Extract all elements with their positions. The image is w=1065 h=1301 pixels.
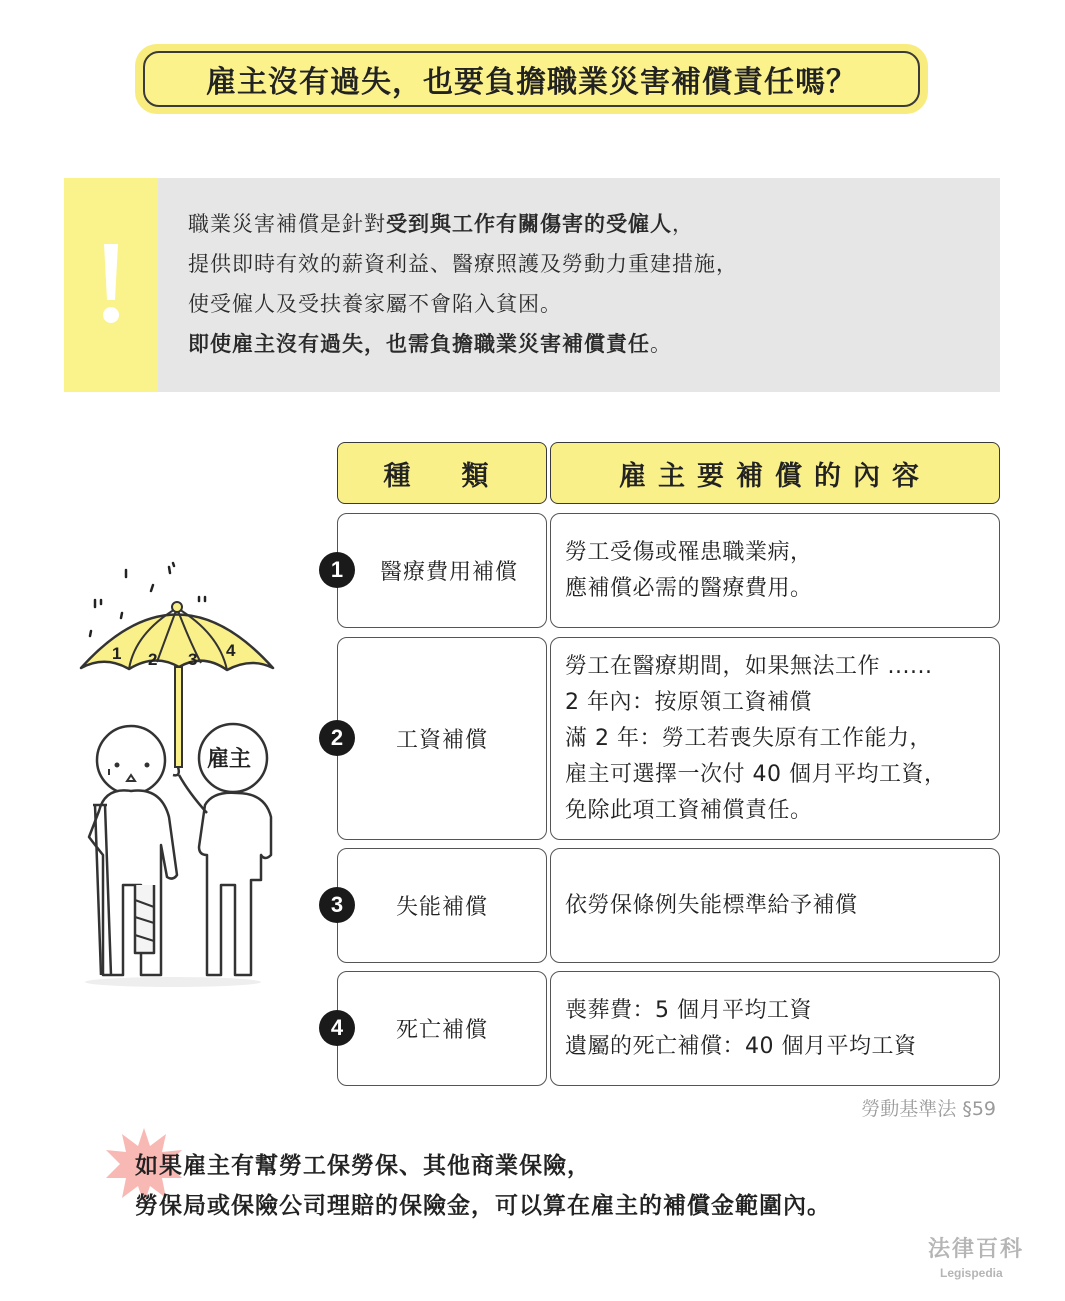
content-line: 遺屬的死亡補償：40 個月平均工資 bbox=[565, 1033, 917, 1059]
employer-label: 雇主 bbox=[207, 747, 252, 772]
row-number-badge-4: 4 bbox=[319, 1010, 355, 1046]
worker-figure bbox=[89, 726, 177, 975]
page-title: 雇主沒有過失，也要負擔職業災害補償責任嗎？ bbox=[143, 51, 920, 107]
footnote bbox=[135, 1146, 1015, 1226]
footnote-line-2: 勞保局或保險公司理賠的保險金，可以算在雇主的補償金範圍內。 bbox=[135, 1193, 831, 1219]
content-line: 2 年內：按原領工資補償 bbox=[565, 689, 812, 715]
law-reference: 勞動基準法 §59 bbox=[861, 1098, 996, 1120]
exclamation-icon bbox=[96, 240, 126, 330]
brand-logo-subtext: Legispedia bbox=[940, 1266, 1003, 1280]
type-cell-3: 失能補償 bbox=[337, 848, 547, 963]
content-cell-3 bbox=[550, 848, 1000, 963]
table-header-type: 種 類 bbox=[337, 442, 547, 504]
content-line: 勞工受傷或罹患職業病， bbox=[565, 539, 813, 565]
table-header-content: 雇主要補償的內容 bbox=[550, 442, 1000, 504]
info-line-3: 使受僱人及受扶養家屬不會陷入貧困。 bbox=[188, 292, 562, 316]
content-line: 依勞保條例失能標準給予補償 bbox=[565, 892, 858, 918]
content-cell-1 bbox=[550, 513, 1000, 628]
umbrella-illustration bbox=[65, 555, 290, 990]
content-cell-4 bbox=[550, 971, 1000, 1086]
umbrella-label-4: 4 bbox=[226, 641, 236, 660]
info-text bbox=[188, 204, 988, 364]
info-line-2: 提供即時有效的薪資利益、醫療照護及勞動力重建措施， bbox=[188, 252, 738, 276]
content-line: 免除此項工資補償責任。 bbox=[565, 797, 813, 823]
row-number-badge-3: 3 bbox=[319, 887, 355, 923]
info-stripe bbox=[64, 178, 158, 392]
info-line-1: 職業災害補償是針對受到與工作有關傷害的受僱人， bbox=[188, 212, 694, 236]
umbrella-label-1: 1 bbox=[112, 644, 122, 663]
type-cell-2: 工資補償 bbox=[337, 637, 547, 840]
footnote-line-1: 如果雇主有幫勞工保勞保、其他商業保險， bbox=[135, 1153, 591, 1179]
info-line-4: 即使雇主沒有過失，也需負擔職業災害補償責任。 bbox=[188, 332, 672, 356]
content-line: 喪葬費：5 個月平均工資 bbox=[565, 997, 812, 1023]
row-number-badge-2: 2 bbox=[319, 720, 355, 756]
content-cell-2 bbox=[550, 637, 1000, 840]
row-number-badge-1: 1 bbox=[319, 552, 355, 588]
content-line: 滿 2 年：勞工若喪失原有工作能力， bbox=[565, 725, 932, 751]
content-line: 雇主可選擇一次付 40 個月平均工資， bbox=[565, 761, 947, 787]
content-line: 勞工在醫療期間，如果無法工作 ...... bbox=[565, 653, 933, 679]
content-line: 應補償必需的醫療費用。 bbox=[565, 575, 813, 601]
type-cell-1: 醫療費用補償 bbox=[337, 513, 547, 628]
umbrella-label-2: 2 bbox=[148, 650, 158, 669]
type-cell-4: 死亡補償 bbox=[337, 971, 547, 1086]
umbrella-label-3: 3 bbox=[188, 650, 198, 669]
brand-logo-text: 法律百科 bbox=[928, 1237, 1025, 1262]
